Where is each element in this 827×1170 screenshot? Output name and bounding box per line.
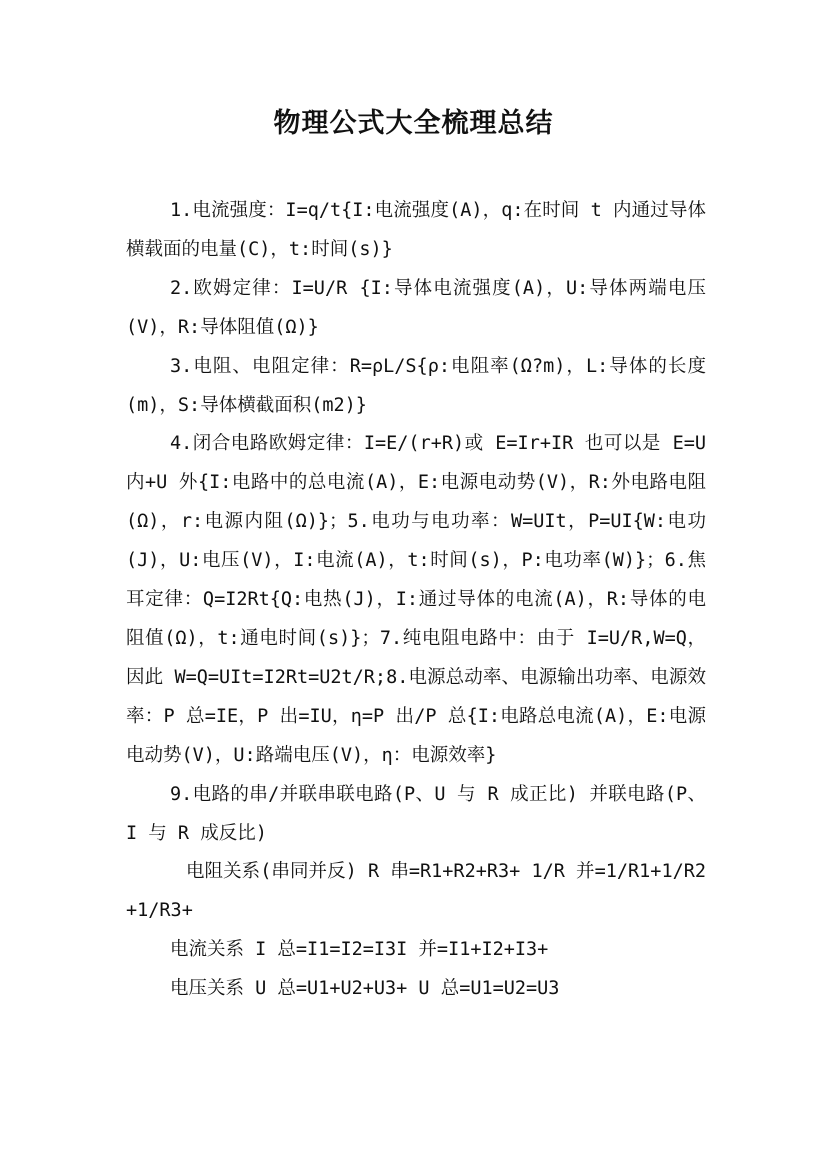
paragraph-ohms-law: 2.欧姆定律：I=U/R {I:导体电流强度(A)，U:导体两端电压(V)，R:导体阻值(Ω)} (126, 277, 706, 338)
document-title: 物理公式大全梳理总结 (273, 108, 554, 139)
paragraph-resistance-relation: 电阻关系(串同并反) R 串=R1+R2+R3+ 1/R 并=1/R1+1/R2+1/R3+ (126, 861, 706, 922)
paragraph-closed-circuit-law: 4.闭合电路欧姆定律：I=E/(r+R)或 E=Ir+IR 也可以是 E=U 内+U 外{I:电路中的总电流(A)，E:电源电动势(V)，R:外电路电阻(Ω)，r:电源内阻(Ω)}；5.电功与电功率：W=UIt，P=UI{W:电功(J)，U:电压(V)，I:电流(A)，t:时间(s)，P:电功率(W)}；6.焦耳定律：Q=I2Rt{Q:电热(J)，I:通过导体的电流(A)，R:导体的电阻值(Ω)，t:通电时间(s)}；7.纯电阻电路中：由于 I=U/R,W=Q，因此 W=Q=UIt=I2Rt=U2t/R;8.电源总动率、电源输出功率、电源效率：P 总=IE，P 出=IU，η=P 出/P 总{I:电路总电流(A)，E:电源电动势(V)，U:路端电压(V)，η：电源效率} (126, 433, 706, 766)
document-body (126, 192, 706, 1009)
paragraph-series-parallel: 9.电路的串/并联串联电路(P、U 与 R 成正比) 并联电路(P、I 与 R 成反比) (126, 783, 706, 844)
paragraph-current-relation: 电流关系 I 总=I1=I2=I3I 并=I1+I2+I3+ (170, 939, 549, 961)
paragraph-current-intensity: 1.电流强度：I=q/t{I:电流强度(A)，q:在时间 t 内通过导体横载面的电量(C)，t:时间(s)} (126, 200, 706, 260)
paragraph-resistance-law: 3.电阻、电阻定律：R=ρL/S{ρ:电阻率(Ω?m)，L:导体的长度(m)，S:导体横截面积(m2)} (126, 355, 706, 416)
paragraph-voltage-relation: 电压关系 U 总=U1+U2+U3+ U 总=U1=U2=U3 (170, 978, 560, 1000)
